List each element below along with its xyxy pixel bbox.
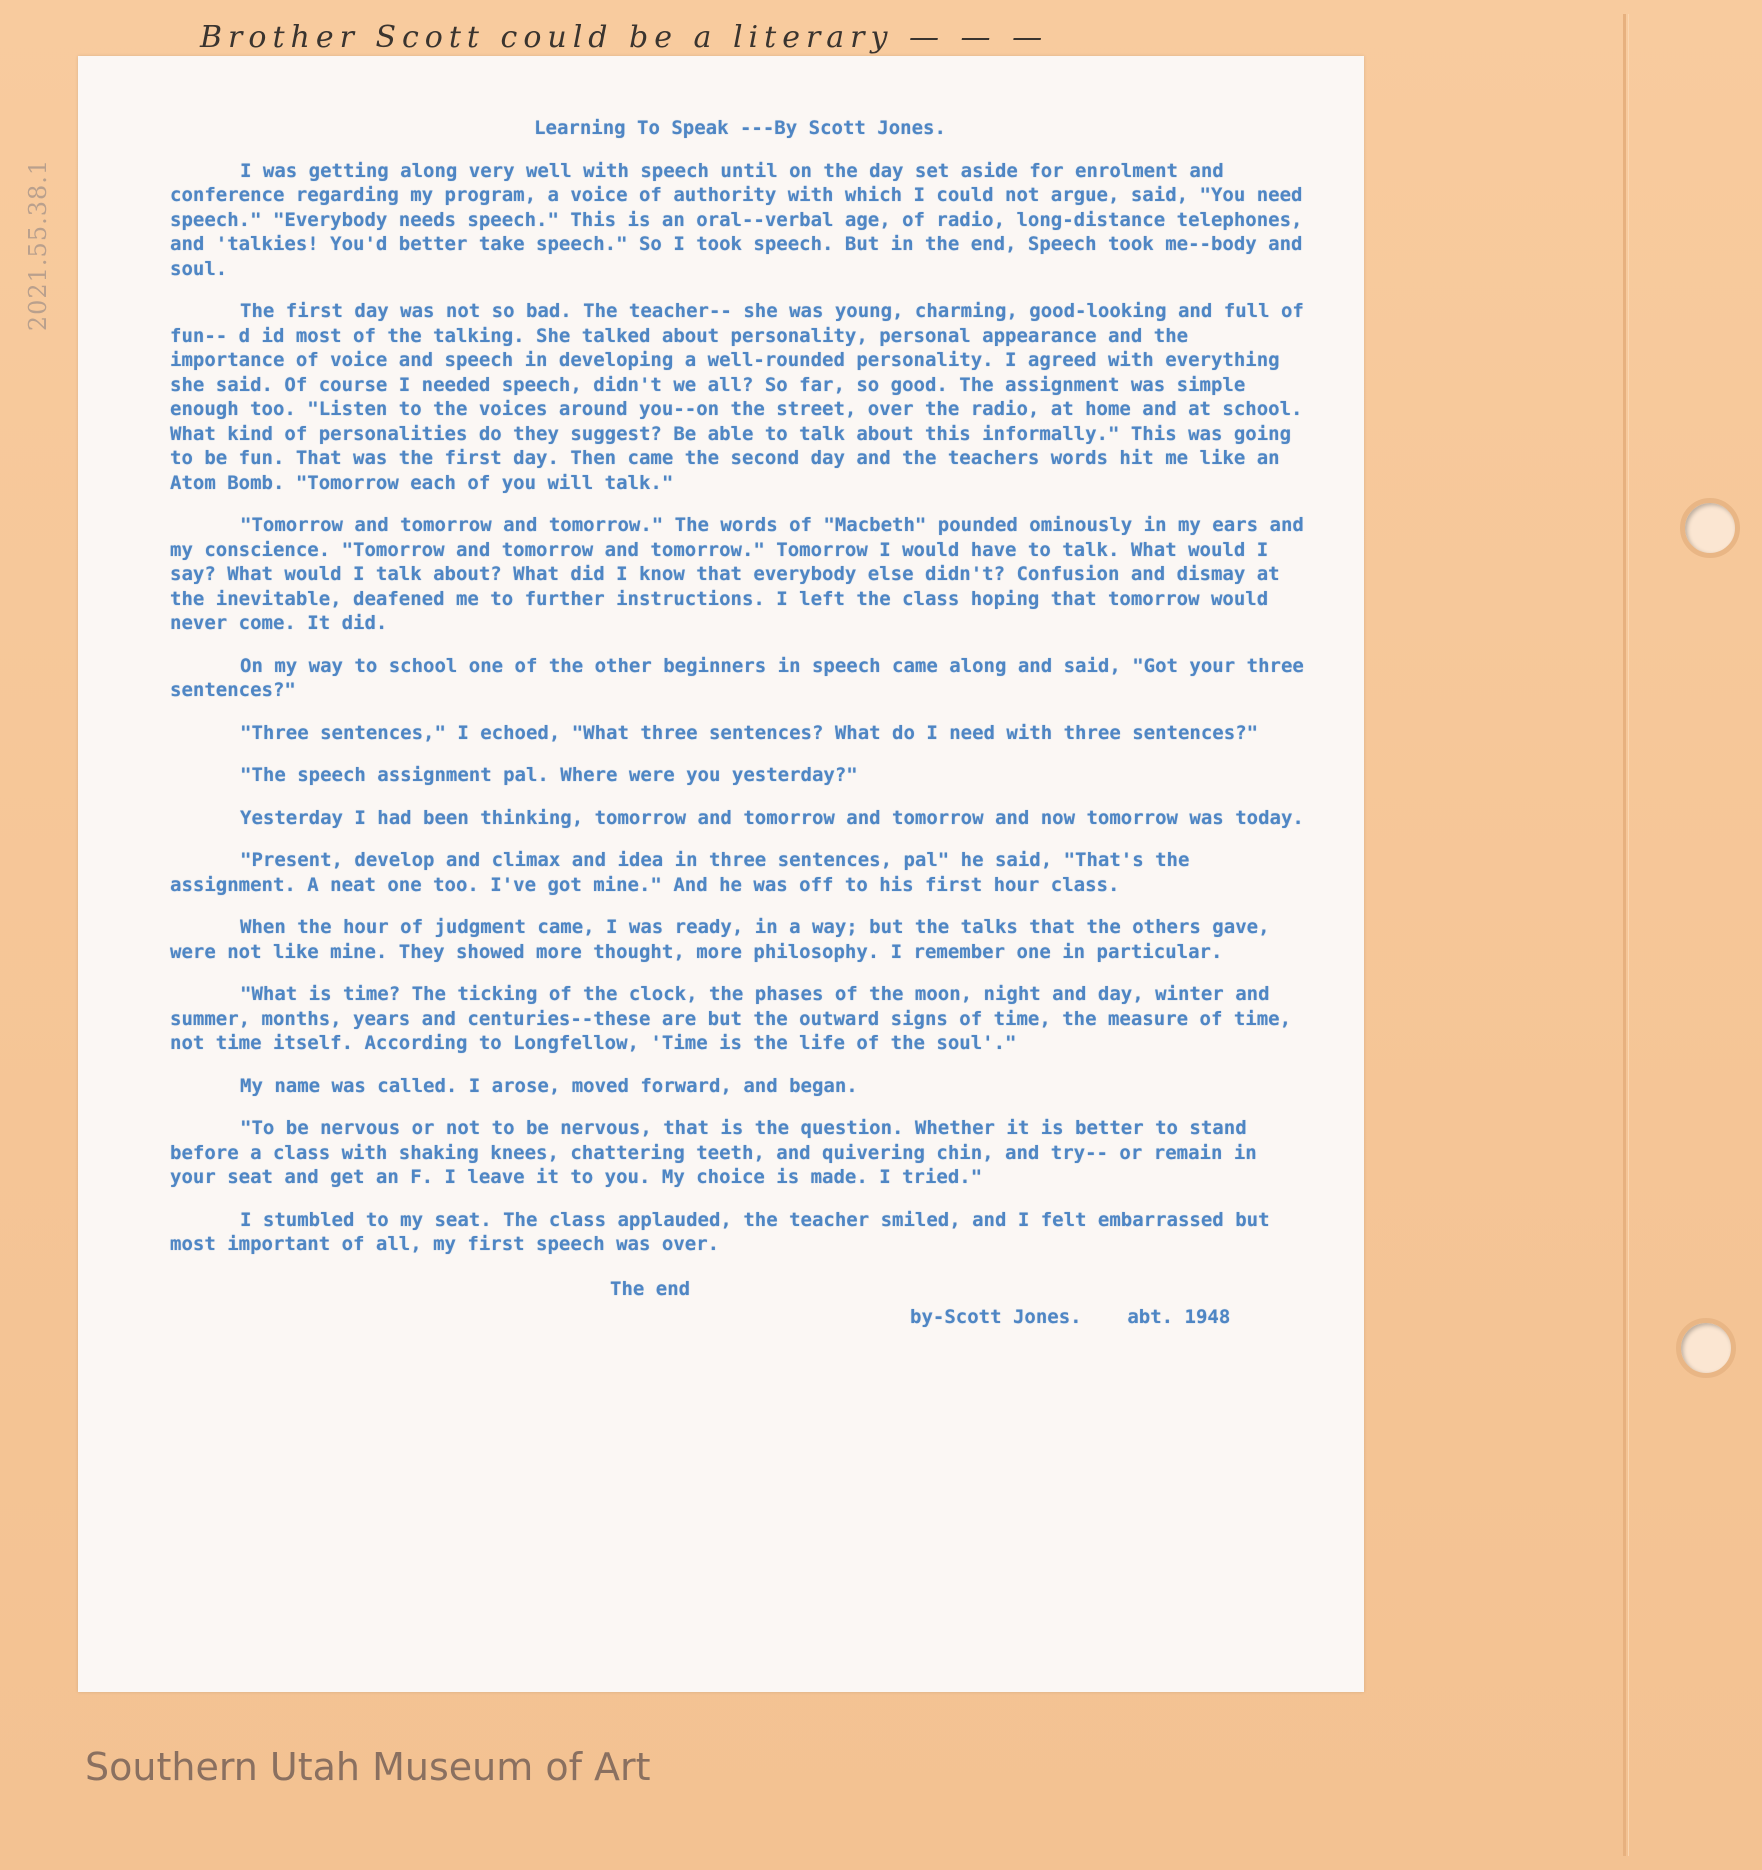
accession-number (8, 150, 68, 340)
board-fold-line (1623, 14, 1626, 1856)
paragraph: The first day was not so bad. The teacher-- she was young, charming, good-looking and full of fun-- d id most of the talking. She talked about personality, personal appearance and the importance of voice and speech in developing a well-rounded personality. I agreed with everything she said. Of course I needed speech, didn't we all? So far, so good. The assignment was simple enough too. "Listen to the voices around you--on the street, over the radio, at home and at school. What kind of personalities do they suggest? Be able to talk about this informally." This was going to be fun. That was the first day. Then came the second day and the teachers words hit me like an Atom Bomb. "Tomorrow each of you will talk." (170, 300, 1304, 494)
paragraph: On my way to school one of the other beginners in speech came along and said, "Got your three sentences?" (170, 654, 1304, 701)
paragraph: My name was called. I arose, moved forward, and began. (240, 1074, 858, 1097)
byline: by-Scott Jones. abt. 1948 (910, 1306, 1231, 1328)
board-fold-highlight (1628, 14, 1629, 1856)
handwritten-note: Brother Scott could be a literary — — — (200, 20, 1049, 55)
binder-hole-top (1680, 498, 1740, 558)
paragraph: "Tomorrow and tomorrow and tomorrow." The words of "Macbeth" pounded ominously in my ears and my conscience. "Tomorrow and tomorrow and tomorrow." Tomorrow I would have to talk. What would I say? What would I talk about? What did I know that everybody else didn't? Confusion and dismay at the inevitable, deafened me to further instructions. I left the class hoping that tomorrow would never come. It did. (170, 514, 1304, 634)
paragraph: I stumbled to my seat. The class applauded, the teacher smiled, and I felt embarrassed but most important of all, my first speech was over. (170, 1208, 1270, 1255)
document-title: Learning To Speak ---By Scott Jones. (534, 117, 946, 139)
paragraph: "Three sentences," I echoed, "What three sentences? What do I need with three sentences?" (240, 721, 1259, 744)
accession-number-text: 2021.55.38.1 (24, 158, 52, 332)
paragraph: "Present, develop and climax and idea in three sentences, pal" he said, "That's the assignment. A neat one too. I've got mine." And he was off to his first hour class. (170, 849, 1190, 896)
paragraph: I was getting along very well with speech until on the day set aside for enrolment and conference regarding my program, a voice of authority with which I could not argue, said, "You need speech." "Everybody needs speech." This is an oral--verbal age, of radio, long-distance telephones, and 'talkies! You'd better take speech." So I took speech. But in the end, Speech took me--body and soul. (170, 159, 1303, 280)
the-end: The end (610, 1277, 691, 1300)
typed-sheet (78, 56, 1364, 1692)
paragraph: When the hour of judgment came, I was ready, in a way; but the talks that the others gave, were not like mine. They showed more thought, more philosophy. I remember one in particular. (170, 916, 1270, 963)
museum-credit: Southern Utah Museum of Art (85, 1745, 651, 1789)
paragraph: "To be nervous or not to be nervous, that is the question. Whether it is better to stand before a class with shaking knees, chattering teeth, and quivering chin, and try-- or remain in your seat and get an F. I leave it to you. My choice is made. I tried." (170, 1117, 1257, 1188)
paragraph: "What is time? The ticking of the clock, the phases of the moon, night and day, winter and summer, months, years and centuries--these are but the outward signs of time, the measure of time, not time itself. According to Longfellow, 'Time is the life of the soul'." (170, 983, 1292, 1054)
binder-hole-bottom (1676, 1318, 1736, 1378)
paragraph: "The speech assignment pal. Where were you yesterday?" (240, 764, 858, 786)
paragraph: Yesterday I had been thinking, tomorrow and tomorrow and tomorrow and now tomorrow was today. (240, 806, 1304, 829)
typed-text (170, 116, 1310, 1330)
